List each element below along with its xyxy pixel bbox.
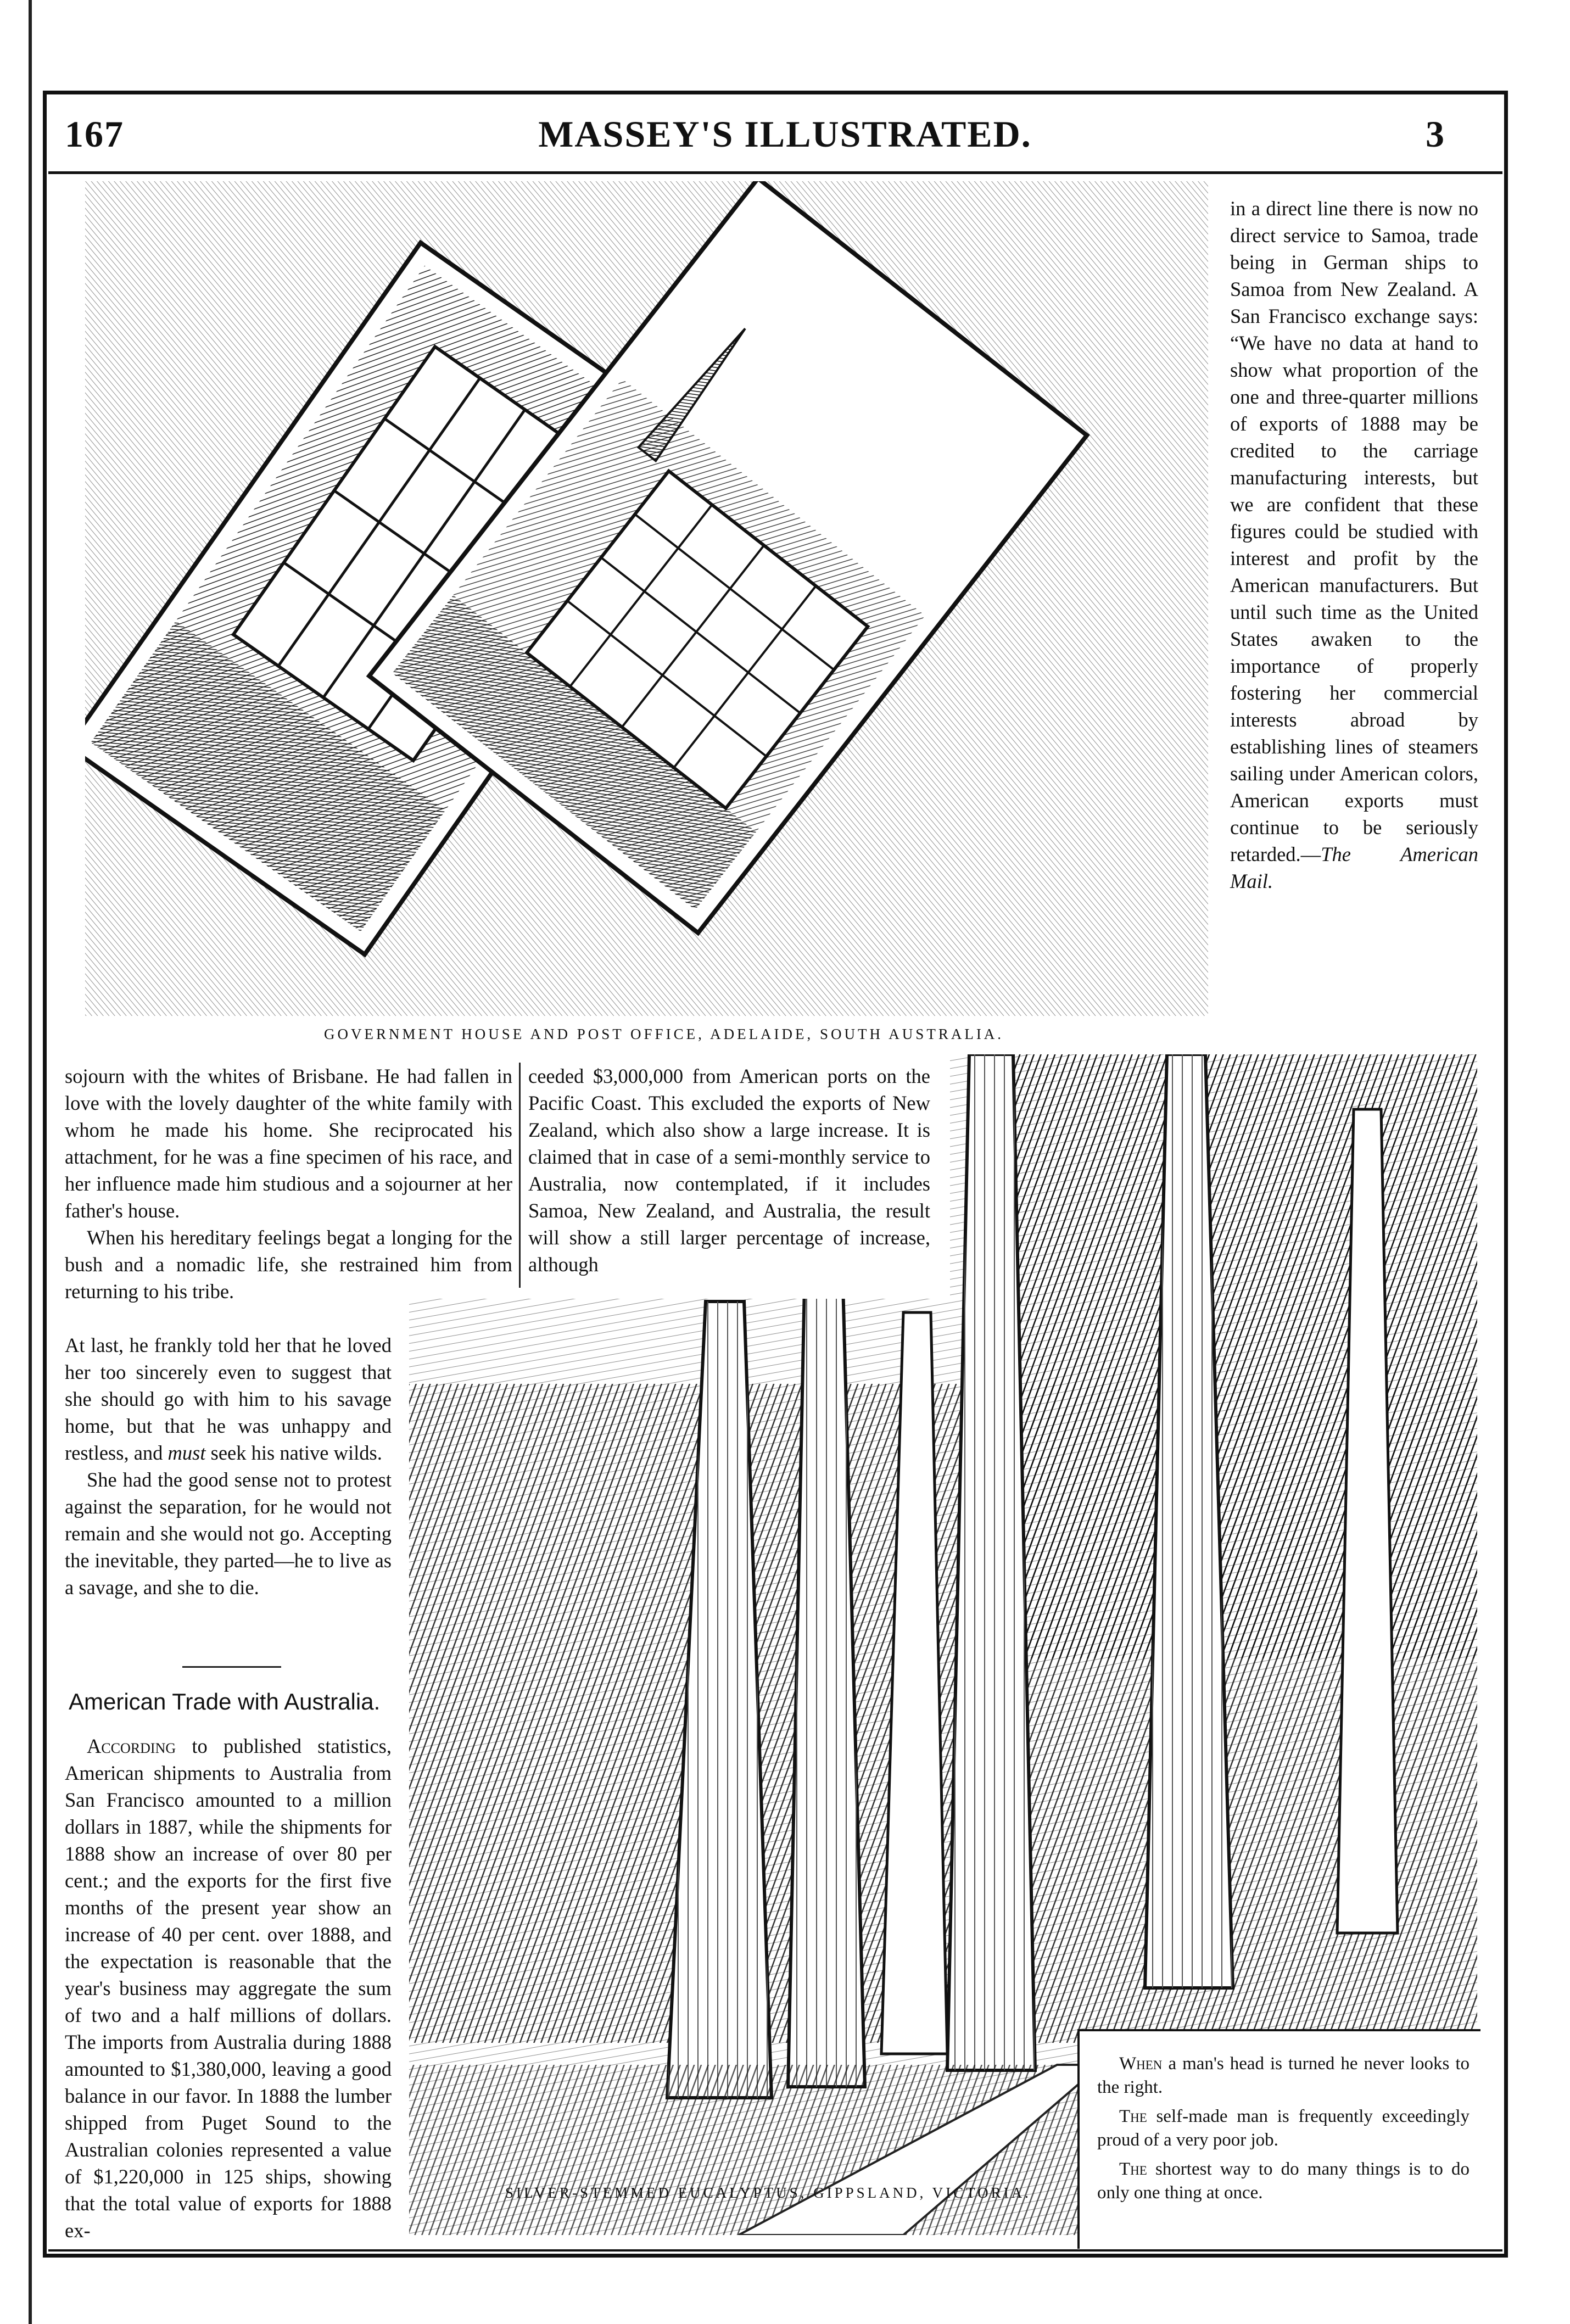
article-continuation: ceeded $3,000,000 from American ports on the Pacific Coast. This excluded the exports of New Zealand, which also show a large increase. It is claimed that in case of a semi-monthly service to Australia, now contemplated, if it includes Samoa, New Zealand, and Australia, the result will show a still larger percentage of increase, although <box>528 1065 930 1276</box>
section-divider <box>182 1666 281 1668</box>
article-lead-word: According <box>87 1735 176 1757</box>
bottom-rule <box>48 2249 1502 2252</box>
saying-2-lead: The <box>1119 2107 1147 2126</box>
left-column-narrow <box>65 1332 392 1601</box>
column-divider <box>519 1063 521 1288</box>
paragraph-confession-end: seek his native wilds. <box>210 1442 382 1464</box>
saying-3-lead: The <box>1119 2159 1147 2179</box>
saying-1 <box>1097 2052 1470 2099</box>
middle-column <box>528 1063 930 1278</box>
saying-3-text: shortest way to do many things is to do only one thing at once. <box>1097 2159 1470 2203</box>
right-column-source: The American Mail. <box>1230 843 1478 892</box>
top-engraving <box>85 181 1208 1016</box>
paragraph-longing: When his hereditary feelings begat a longing for the bush and a nomadic life, she restrained him from returning to his tribe. <box>65 1226 512 1303</box>
top-engraving-drawing <box>85 181 1208 1016</box>
emphasis-must: must <box>167 1442 206 1464</box>
article-body: to published statistics, American shipments to Australia from San Francisco amounted to a million dollars in 1887, while the shipments for 1888 show an increase of over 80 per cent.; and the exports for the first five months of the present year show an increase of 40 per cent. over 1888, and the expectation is reasonable that the year's business may aggregate the sum of two and a half millions of dollars. The imports from Australia during 1888 amounted to $1,380,000, leaving a good balance in our favor. In 1888 the lumber shipped from Puget Sound to the Australian colonies represented a value of $1,220,000 in 125 ships, showing that the total value of exports for 1888 ex- <box>65 1735 392 2242</box>
saying-2 <box>1097 2105 1470 2152</box>
article-heading: American Trade with Australia. <box>69 1689 381 1714</box>
top-illustration-caption: GOVERNMENT HOUSE AND POST OFFICE, ADELAIDE, SOUTH AUSTRALIA. <box>324 1026 1004 1042</box>
eucalyptus-caption: SILVER-STEMMED EUCALYPTUS, GIPPSLAND, VICTORIA. <box>505 2185 1031 2201</box>
left-column-upper <box>65 1063 512 1305</box>
header-rule <box>48 171 1502 174</box>
sheet-number: 3 <box>1426 113 1445 155</box>
saying-1-lead: When <box>1119 2054 1163 2074</box>
paragraph-confession: At last, he frankly told her that he loved her too sincerely even to suggest that she should go with him to his savage home, but that he was unhappy and restless, and <box>65 1334 392 1464</box>
page-edge-rule <box>29 0 32 2324</box>
right-column-text: in a direct line there is now no direct service to Samoa, trade being in German ships to Samoa from New Zealand. A San Francisco exchange says: “We have no data at hand to show what proportion of the one and three-quarter millions of exports of 1888 may be credited to the carriage manufacturing interests, but we are confident that these figures could be studied with interest and profit by the American manufacturers. But until such time as the United States awaken to the importance of properly fostering her commercial interests abroad by establishing lines of steamers sailing under American colors, American exports must continue to be seriously retarded.— <box>1230 197 1478 865</box>
saying-1-text: a man's head is turned he never looks to the right. <box>1097 2054 1470 2097</box>
sayings-box <box>1077 2029 1480 2249</box>
right-column <box>1230 195 1478 895</box>
page-number: 167 <box>65 113 124 155</box>
saying-3 <box>1097 2158 1470 2205</box>
paragraph-separation: She had the good sense not to protest against the separation, for he would not remain and she would not go. Accepting the inevitable, they parted—he to live as a savage, and she to die. <box>65 1468 392 1599</box>
paragraph-sojourn: sojourn with the whites of Brisbane. He had fallen in love with the lovely daughter of the white family with whom he made his home. She reciprocated his attachment, for he was a fine specimen of his race, and her influence made him studious and a sojourner at her father's house. <box>65 1065 512 1222</box>
sayings-list <box>1097 2052 1470 2205</box>
masthead-title: MASSEY'S ILLUSTRATED. <box>538 113 1032 155</box>
saying-2-text: self-made man is frequently exceedingly proud of a very poor job. <box>1097 2107 1470 2150</box>
article-column <box>65 1733 392 2244</box>
